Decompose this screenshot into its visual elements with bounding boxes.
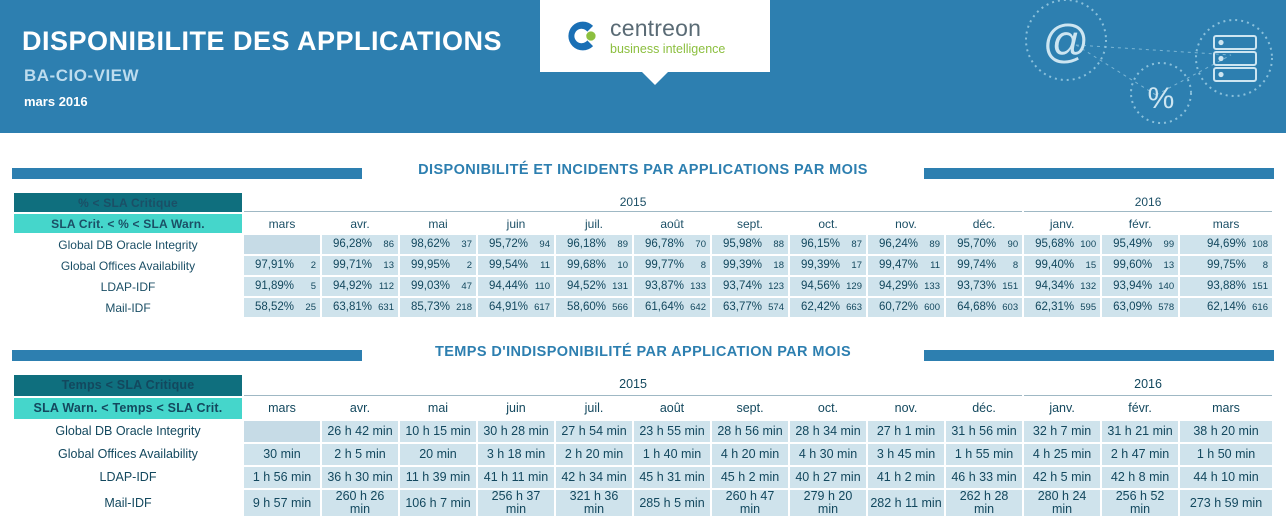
data-cell: 1 h 55 min: [946, 444, 1022, 465]
row-label: Mail-IDF: [14, 490, 242, 516]
cell-pct: 96,24%: [878, 238, 918, 250]
cell-count: 108: [1252, 239, 1268, 250]
cell-count: 15: [1085, 260, 1097, 271]
page-title: DISPONIBILITE DES APPLICATIONS: [22, 26, 503, 56]
month-header: août: [634, 398, 710, 419]
data-cell: [244, 298, 320, 317]
month-header: juin: [478, 398, 554, 419]
data-cell: 1 h 50 min: [1180, 444, 1272, 465]
month-header: mars: [244, 214, 320, 233]
month-header: oct.: [790, 398, 866, 419]
data-cell: [1180, 256, 1272, 275]
data-cell: 26 h 42 min: [322, 421, 398, 442]
cell-count: 99: [1163, 239, 1175, 250]
data-cell: [556, 256, 632, 275]
logo-tagline: business intelligence: [610, 42, 726, 56]
cell-count: 617: [534, 302, 550, 313]
data-cell: 260 h 26 min: [322, 490, 398, 516]
data-cell: [1102, 235, 1178, 254]
cell-count: 631: [378, 302, 394, 313]
cell-count: 70: [695, 239, 706, 250]
data-cell: [1180, 277, 1272, 296]
cell-count: 151: [1252, 281, 1268, 292]
cell-pct: 99,39%: [722, 259, 762, 271]
data-cell: 42 h 8 min: [1102, 467, 1178, 488]
data-cell: 106 h 7 min: [400, 490, 476, 516]
data-cell: [478, 256, 554, 275]
cell-count: 89: [929, 239, 940, 250]
data-cell: 260 h 47 min: [712, 490, 788, 516]
data-cell: 256 h 37 min: [478, 490, 554, 516]
cell-count: 10: [617, 260, 628, 271]
data-cell: [946, 298, 1022, 317]
data-cell: [1102, 298, 1178, 317]
cell-count: 88: [773, 239, 784, 250]
data-cell: [400, 277, 476, 296]
cell-count: 578: [1158, 302, 1175, 313]
cell-count: 140: [1158, 281, 1175, 292]
table-row: [14, 235, 1272, 254]
cell-pct: 63,09%: [1113, 301, 1153, 313]
table-row: [14, 298, 1272, 317]
section-title-text: DISPONIBILITÉ ET INCIDENTS PAR APPLICATIONS PAR MOIS: [404, 162, 882, 178]
cell-count: 132: [1080, 281, 1097, 292]
data-cell: [868, 256, 944, 275]
cell-count: 25: [305, 302, 316, 313]
cell-pct: 58,52%: [254, 301, 294, 313]
cell-pct: 94,52%: [566, 280, 606, 292]
data-cell: 11 h 39 min: [400, 467, 476, 488]
cell-count: 18: [773, 260, 784, 271]
logo-name: centreon: [610, 15, 702, 41]
data-cell: 4 h 20 min: [712, 444, 788, 465]
month-header: oct.: [790, 214, 866, 233]
section-title: [0, 162, 1286, 178]
data-cell: [712, 277, 788, 296]
data-cell: [556, 298, 632, 317]
cell-count: 90: [1007, 239, 1019, 250]
cell-count: 595: [1080, 302, 1097, 313]
data-cell: 32 h 7 min: [1024, 421, 1100, 442]
table-row: [14, 256, 1272, 275]
month-header: avr.: [322, 398, 398, 419]
cell-pct: 99,60%: [1113, 259, 1153, 271]
svg-text:@: @: [1042, 15, 1090, 67]
cell-count: 600: [924, 302, 940, 313]
data-cell: 46 h 33 min: [946, 467, 1022, 488]
cell-pct: 94,92%: [332, 280, 372, 292]
data-cell: [478, 298, 554, 317]
table-row: [14, 490, 1272, 516]
row-label: Mail-IDF: [14, 298, 242, 317]
data-cell: 256 h 52 min: [1102, 490, 1178, 516]
month-header: juil.: [556, 398, 632, 419]
cell-pct: 93,87%: [644, 280, 684, 292]
data-cell: 42 h 5 min: [1024, 467, 1100, 488]
cell-pct: 99,77%: [644, 259, 684, 271]
section-heading-downtime: [0, 337, 1286, 373]
table-row: [14, 444, 1272, 465]
cell-pct: 97,91%: [254, 259, 294, 271]
cell-count: 17: [851, 260, 862, 271]
data-cell: [322, 298, 398, 317]
month-header: mai: [400, 398, 476, 419]
cell-pct: 94,69%: [1206, 238, 1246, 250]
cell-count: 94: [539, 239, 550, 250]
cell-pct: 99,03%: [410, 280, 450, 292]
year-header-2015: 2015: [244, 193, 1022, 212]
cell-pct: 99,47%: [878, 259, 918, 271]
data-cell: 44 h 10 min: [1180, 467, 1272, 488]
month-header: mai: [400, 214, 476, 233]
month-header: janv.: [1024, 398, 1100, 419]
svg-text:%: %: [1147, 82, 1175, 115]
cell-pct: 93,94%: [1113, 280, 1153, 292]
cell-count: 133: [690, 281, 706, 292]
cell-pct: 93,88%: [1206, 280, 1246, 292]
cell-pct: 63,81%: [332, 301, 372, 313]
cell-count: 87: [851, 239, 862, 250]
data-cell: 9 h 57 min: [244, 490, 320, 516]
cell-count: 218: [456, 302, 472, 313]
table-header-year-row: [14, 375, 1272, 396]
row-label: LDAP-IDF: [14, 467, 242, 488]
data-cell: [1024, 256, 1100, 275]
legend-sla-warn: SLA Crit. < % < SLA Warn.: [14, 214, 242, 233]
month-header: mars: [1180, 398, 1272, 419]
availability-table-wrap: [0, 191, 1286, 319]
month-header: nov.: [868, 398, 944, 419]
data-cell: [322, 277, 398, 296]
data-cell: [868, 235, 944, 254]
legend-temps-sla-warn: SLA Warn. < Temps < SLA Crit.: [14, 398, 242, 419]
data-cell: [1024, 235, 1100, 254]
month-header: avr.: [322, 214, 398, 233]
data-cell: 279 h 20 min: [790, 490, 866, 516]
data-cell: 42 h 34 min: [556, 467, 632, 488]
data-cell: 45 h 31 min: [634, 467, 710, 488]
cell-pct: 99,54%: [488, 259, 528, 271]
data-cell: 38 h 20 min: [1180, 421, 1272, 442]
availability-table: [12, 191, 1274, 319]
data-cell: [790, 277, 866, 296]
legend-temps-sla-critique: Temps < SLA Critique: [14, 375, 242, 396]
cell-pct: 94,56%: [800, 280, 840, 292]
row-label: Global Offices Availability: [14, 444, 242, 465]
cell-pct: 99,71%: [332, 259, 372, 271]
cell-pct: 61,64%: [644, 301, 684, 313]
data-cell: 10 h 15 min: [400, 421, 476, 442]
cell-count: 129: [846, 281, 862, 292]
data-cell: 321 h 36 min: [556, 490, 632, 516]
data-cell: [790, 298, 866, 317]
cell-pct: 99,68%: [566, 259, 606, 271]
row-label: Global DB Oracle Integrity: [14, 235, 242, 254]
data-cell: [712, 235, 788, 254]
data-cell: 1 h 40 min: [634, 444, 710, 465]
page-subtitle: BA-CIO-VIEW: [24, 66, 140, 85]
month-header: févr.: [1102, 398, 1178, 419]
cell-count: 110: [534, 281, 550, 292]
data-cell: [478, 277, 554, 296]
page-header: [0, 0, 1286, 133]
data-cell: [712, 298, 788, 317]
month-header: sept.: [712, 398, 788, 419]
table-header-month-row: [14, 214, 1272, 233]
cell-count: 8: [700, 260, 706, 271]
section-heading-availability: [0, 155, 1286, 191]
cell-pct: 64,91%: [488, 301, 528, 313]
month-header: août: [634, 214, 710, 233]
year-header-2015: 2015: [244, 375, 1022, 396]
cell-count: 5: [310, 281, 316, 292]
data-cell: [1024, 277, 1100, 296]
section-title: [0, 344, 1286, 360]
cell-count: 13: [383, 260, 394, 271]
cell-count: 2: [466, 260, 472, 271]
table-header-month-row: [14, 398, 1272, 419]
table-row: [14, 277, 1272, 296]
data-cell: 31 h 21 min: [1102, 421, 1178, 442]
data-cell: [244, 235, 320, 254]
cell-pct: 58,60%: [566, 301, 606, 313]
cell-count: 89: [617, 239, 628, 250]
month-header: nov.: [868, 214, 944, 233]
cell-pct: 99,75%: [1206, 259, 1246, 271]
cell-count: 11: [540, 260, 550, 271]
cell-pct: 95,70%: [957, 238, 997, 250]
cell-pct: 94,29%: [878, 280, 918, 292]
row-label: Global Offices Availability: [14, 256, 242, 275]
cell-pct: 94,44%: [488, 280, 528, 292]
month-header: déc.: [946, 214, 1022, 233]
month-header: juin: [478, 214, 554, 233]
data-cell: [244, 421, 320, 442]
month-header: déc.: [946, 398, 1022, 419]
data-cell: [712, 256, 788, 275]
data-cell: [634, 256, 710, 275]
cell-pct: 96,18%: [566, 238, 606, 250]
cell-pct: 62,14%: [1206, 301, 1246, 313]
cell-count: 663: [846, 302, 862, 313]
legend-sla-critique: % < SLA Critique: [14, 193, 242, 212]
month-header: mars: [244, 398, 320, 419]
cell-pct: 96,28%: [332, 238, 372, 250]
cell-count: 151: [1002, 281, 1019, 292]
data-cell: 262 h 28 min: [946, 490, 1022, 516]
cell-pct: 96,15%: [800, 238, 840, 250]
data-cell: 2 h 5 min: [322, 444, 398, 465]
month-header: mars: [1180, 214, 1272, 233]
data-cell: [322, 256, 398, 275]
data-cell: 41 h 2 min: [868, 467, 944, 488]
data-cell: 28 h 56 min: [712, 421, 788, 442]
data-cell: [1102, 256, 1178, 275]
downtime-table: [12, 373, 1274, 518]
row-label: LDAP-IDF: [14, 277, 242, 296]
data-cell: [1180, 298, 1272, 317]
cell-count: 11: [930, 260, 940, 271]
section-title-text: TEMPS D'INDISPONIBILITÉ PAR APPLICATION PAR MOIS: [421, 344, 865, 360]
data-cell: 4 h 30 min: [790, 444, 866, 465]
cell-count: 566: [612, 302, 628, 313]
data-cell: 40 h 27 min: [790, 467, 866, 488]
data-cell: [1180, 235, 1272, 254]
data-cell: 285 h 5 min: [634, 490, 710, 516]
cell-count: 133: [924, 281, 940, 292]
year-header-2016: 2016: [1024, 375, 1272, 396]
data-cell: 273 h 59 min: [1180, 490, 1272, 516]
data-cell: 2 h 47 min: [1102, 444, 1178, 465]
cell-pct: 98,62%: [410, 238, 450, 250]
data-cell: 28 h 34 min: [790, 421, 866, 442]
data-cell: 2 h 20 min: [556, 444, 632, 465]
cell-pct: 99,95%: [410, 259, 450, 271]
data-cell: [790, 256, 866, 275]
data-cell: 45 h 2 min: [712, 467, 788, 488]
cell-pct: 85,73%: [410, 301, 450, 313]
data-cell: [556, 235, 632, 254]
cell-pct: 95,72%: [488, 238, 528, 250]
data-cell: [400, 298, 476, 317]
cell-pct: 95,68%: [1035, 238, 1075, 250]
cell-pct: 96,78%: [644, 238, 684, 250]
data-cell: 4 h 25 min: [1024, 444, 1100, 465]
cell-pct: 95,49%: [1113, 238, 1153, 250]
downtime-table-wrap: [0, 373, 1286, 518]
data-cell: [634, 298, 710, 317]
cell-pct: 95,98%: [722, 238, 762, 250]
cell-count: 100: [1080, 239, 1097, 250]
cell-pct: 93,74%: [722, 280, 762, 292]
cell-pct: 99,39%: [800, 259, 840, 271]
data-cell: 282 h 11 min: [868, 490, 944, 516]
data-cell: [400, 256, 476, 275]
data-cell: [946, 277, 1022, 296]
data-cell: 23 h 55 min: [634, 421, 710, 442]
data-cell: 280 h 24 min: [1024, 490, 1100, 516]
data-cell: [556, 277, 632, 296]
data-cell: [322, 235, 398, 254]
cell-pct: 60,72%: [878, 301, 918, 313]
cell-count: 47: [461, 281, 472, 292]
data-cell: [634, 277, 710, 296]
data-cell: 30 h 28 min: [478, 421, 554, 442]
data-cell: [1024, 298, 1100, 317]
cell-pct: 91,89%: [254, 280, 294, 292]
month-header: sept.: [712, 214, 788, 233]
data-cell: [244, 256, 320, 275]
header-decoration-art: [956, 0, 1286, 133]
data-cell: 41 h 11 min: [478, 467, 554, 488]
data-cell: [868, 277, 944, 296]
data-cell: [1102, 277, 1178, 296]
cell-count: 123: [768, 281, 784, 292]
month-header: févr.: [1102, 214, 1178, 233]
data-cell: [634, 235, 710, 254]
cell-pct: 99,74%: [957, 259, 997, 271]
data-cell: 1 h 56 min: [244, 467, 320, 488]
cell-count: 574: [768, 302, 784, 313]
data-cell: [946, 256, 1022, 275]
cell-pct: 62,31%: [1035, 301, 1075, 313]
cell-count: 8: [1012, 260, 1019, 271]
year-header-2016: 2016: [1024, 193, 1272, 212]
data-cell: 27 h 54 min: [556, 421, 632, 442]
cell-pct: 99,40%: [1035, 259, 1075, 271]
table-row: [14, 467, 1272, 488]
data-cell: [244, 277, 320, 296]
data-cell: 3 h 45 min: [868, 444, 944, 465]
report-date: mars 2016: [24, 94, 88, 109]
cell-count: 131: [612, 281, 628, 292]
month-header: juil.: [556, 214, 632, 233]
table-row: [14, 421, 1272, 442]
data-cell: 30 min: [244, 444, 320, 465]
cell-pct: 63,77%: [722, 301, 762, 313]
logo-plaque: [540, 0, 770, 72]
cell-count: 642: [690, 302, 706, 313]
data-cell: [400, 235, 476, 254]
row-label: Global DB Oracle Integrity: [14, 421, 242, 442]
data-cell: 3 h 18 min: [478, 444, 554, 465]
data-cell: 20 min: [400, 444, 476, 465]
centreon-logo-icon: [565, 18, 601, 54]
data-cell: [946, 235, 1022, 254]
table-header-year-row: [14, 193, 1272, 212]
cell-count: 603: [1002, 302, 1019, 313]
cell-count: 13: [1163, 260, 1175, 271]
cell-count: 2: [310, 260, 316, 271]
data-cell: [478, 235, 554, 254]
cell-count: 616: [1252, 302, 1268, 313]
cell-count: 37: [461, 239, 472, 250]
data-cell: 27 h 1 min: [868, 421, 944, 442]
cell-pct: 64,68%: [957, 301, 997, 313]
data-cell: 31 h 56 min: [946, 421, 1022, 442]
cell-pct: 93,73%: [957, 280, 997, 292]
logo-text: [610, 17, 725, 56]
cell-pct: 62,42%: [800, 301, 840, 313]
cell-count: 112: [378, 281, 394, 292]
data-cell: 36 h 30 min: [322, 467, 398, 488]
data-cell: [790, 235, 866, 254]
month-header: janv.: [1024, 214, 1100, 233]
cell-count: 86: [383, 239, 394, 250]
data-cell: [868, 298, 944, 317]
cell-pct: 94,34%: [1035, 280, 1075, 292]
cell-count: 8: [1262, 260, 1268, 271]
